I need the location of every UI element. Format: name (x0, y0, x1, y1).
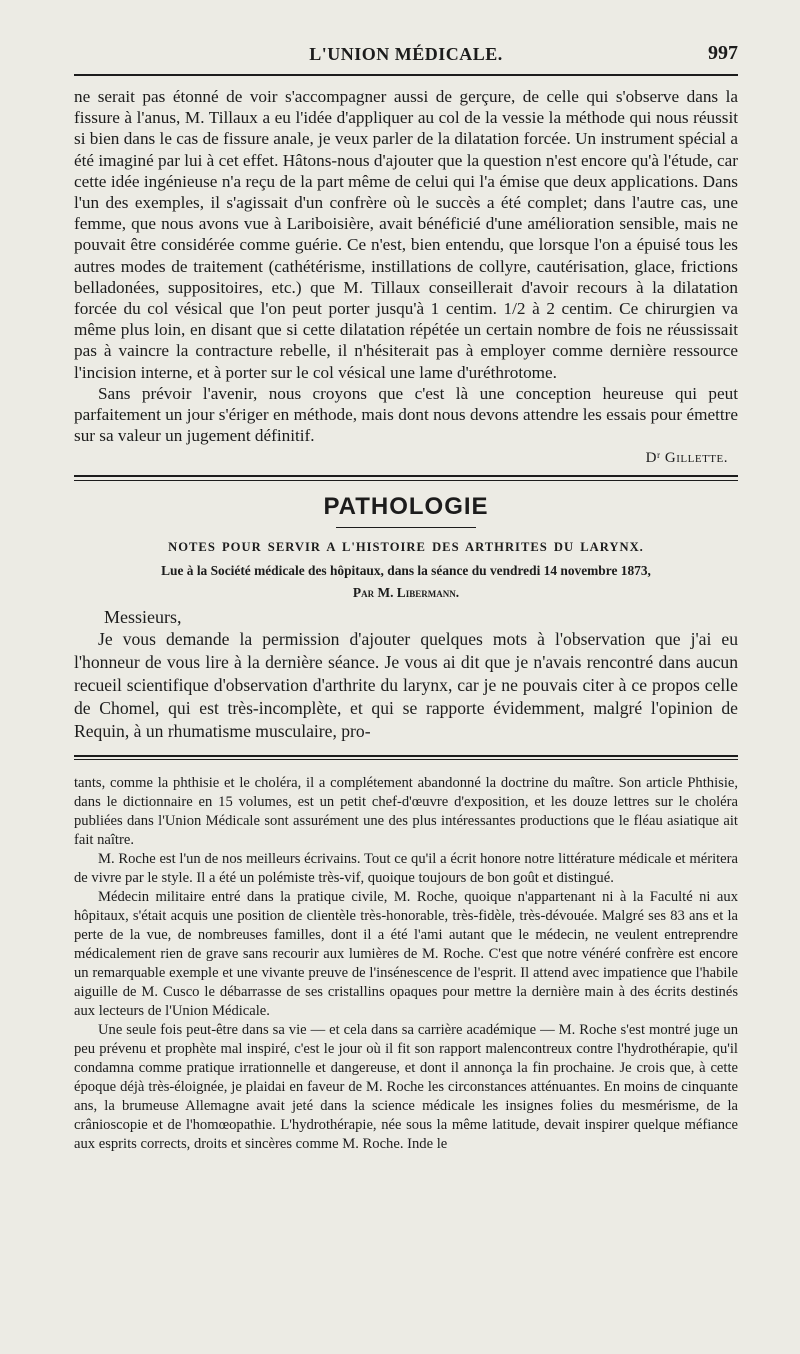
author-signature: Dʳ Gillette. (645, 450, 728, 467)
salutation: Messieurs, (104, 607, 182, 628)
body-paragraph: Sans prévoir l'avenir, nous croyons que c'est là une conception heureuse qui peut parfaitement un jour s'ériger en méthode, mais dont nous devons attendre les essais pour émettre sur sa valeur un jugement définitif. (74, 383, 738, 446)
running-title: L'UNION MÉDICALE. (309, 44, 503, 64)
body-paragraph: ne serait pas étonné de voir s'accompagner aussi de gerçure, de celle qui s'observe dans la fissure à l'anus, M. Tillaux a eu l'idée d'appliquer au col de la vessie la méthode qui nous réussit si bien dans le cas de fissure anale, je veux parler de la dilatation forcée. Un instrument spécial a été imaginé par lui à cet effet. Hâtons-nous d'ajouter que la question n'est encore qu'à l'étude, car cette idée ingénieuse n'a reçu de la part même de celui qui l'a émise que deux applications. Dans l'un des exemples, il s'agissait d'un confrère où le succès a été complet; dans l'autre cas, une femme, que nous avons vue à Lariboisière, avait bénéficié d'une amélioration sensible, mais ne pouvait être considérée comme guérie. Ce n'est, bien entendu, que lorsque l'on a épuisé tous les autres modes de traitement (cathétérisme, instillations de collyre, cautérisation, glace, frictions belladonées, suppositoires, etc.) que M. Tillaux conseillerait d'avoir recours à la dilatation forcée du col vésical que l'on peut porter jusqu'à 1 centim. 1/2 à 2 centim. Ce chirurgien va même plus loin, en disant que si cette dilatation répétée un certain nombre de fois ne réussissait pas à vaincre la contracture rebelle, il n'hésiterait pas à employer comme dernière ressource l'incision interne, et à porter sur le col vésical une lame d'uréthrotome. (74, 87, 738, 382)
continued-article (74, 86, 738, 467)
footnote-paragraph: Une seule fois peut-être dans sa vie — et cela dans sa carrière académique — M. Roche s'est montré juge un peu prévenu et prophète mal inspiré, c'est le jour où il fit son rapport malencontreux contre l'hydrothérapie, qu'il condamna comme pratique irrationnelle et dangereuse, et dont il annonça la fin prochaine. Je crois que, à cette époque déjà très-éloignée, je plaidai en faveur de M. Roche les circonstances atténuantes. En moins de cinquante ans, la brumeuse Allemagne avait jeté dans la science médicale les insignes folies du mesmérisme, de la crânioscopie et de l'homœopathie. L'hydrothérapie, née sous la même latitude, devait inspirer quelque méfiance aux esprits corrects, droits et sincères comme M. Roche. Inde le (74, 1022, 738, 1153)
article-author: Par M. Libermann. (352, 585, 460, 601)
footnotes (74, 774, 738, 1154)
footnote-divider (74, 755, 738, 760)
article-subtitle: Lue à la Société médicale des hôpitaux, dans la séance du vendredi 14 novembre 1873, (161, 563, 651, 579)
title-underline (336, 527, 476, 528)
body-paragraph: Je vous demande la permission d'ajouter quelques mots à l'observation que j'ai eu l'honneur de vous lire à la dernière séance. Je vous ai dit que je n'avais rencontré dans aucun recueil scientifique d'observation d'arthrite du larynx, car je ne pouvais citer à ce propos celle de Chomel, qui est très-incomplète, et qui se rapporte évidemment, malgré l'opinion de Requin, à un rhumatisme musculaire, pro- (74, 629, 738, 742)
page-number: 997 (708, 42, 738, 64)
section-divider (74, 475, 738, 481)
running-head (74, 40, 738, 76)
footnote-paragraph: M. Roche est l'un de nos meilleurs écrivains. Tout ce qu'il a écrit honore notre littérature médicale et méritera de vivre par le style. Il a été un polémiste très-vif, quoique toujours de bon goût et distingué. (74, 851, 738, 887)
article-title: NOTES POUR SERVIR A L'HISTOIRE DES ARTHRITES DU LARYNX. (168, 540, 644, 555)
journal-page (74, 40, 738, 1340)
section-title: PATHOLOGIE (323, 493, 489, 521)
footnote-paragraph: tants, comme la phthisie et le choléra, il a complétement abandonné la doctrine du maître. Son article Phthisie, dans le dictionnaire en 15 volumes, est un petit chef-d'œuvre d'exposition, et les douze lettres sur le choléra publiées dans l'Union Médicale sont assurément une des plus intéressantes productions que le fléau asiatique ait fait naître. (74, 775, 738, 849)
footnote-paragraph: Médecin militaire entré dans la pratique civile, M. Roche, quoique n'appartenant ni à la Faculté ni aux hôpitaux, s'était acquis une position de clientèle très-honorable, très-fidèle, très-dévouée. Malgré ses 83 ans et la perte de la vue, de nombreuses familles, dont il a été l'ami autant que le médecin, ne veulent entreprendre médicalement rien de grave sans recourir aux lumières de M. Roche. C'est que notre vénéré confrère est encore un remarquable exemple et une vivante preuve de l'insénescence de l'esprit. Il attend avec impatience que l'habile aiguille de M. Cusco le débarrasse de ses cristallins opaques pour mettre la dernière main à des écrits destinés aux lecteurs de l'Union Médicale. (74, 889, 738, 1020)
article-body (74, 628, 738, 743)
